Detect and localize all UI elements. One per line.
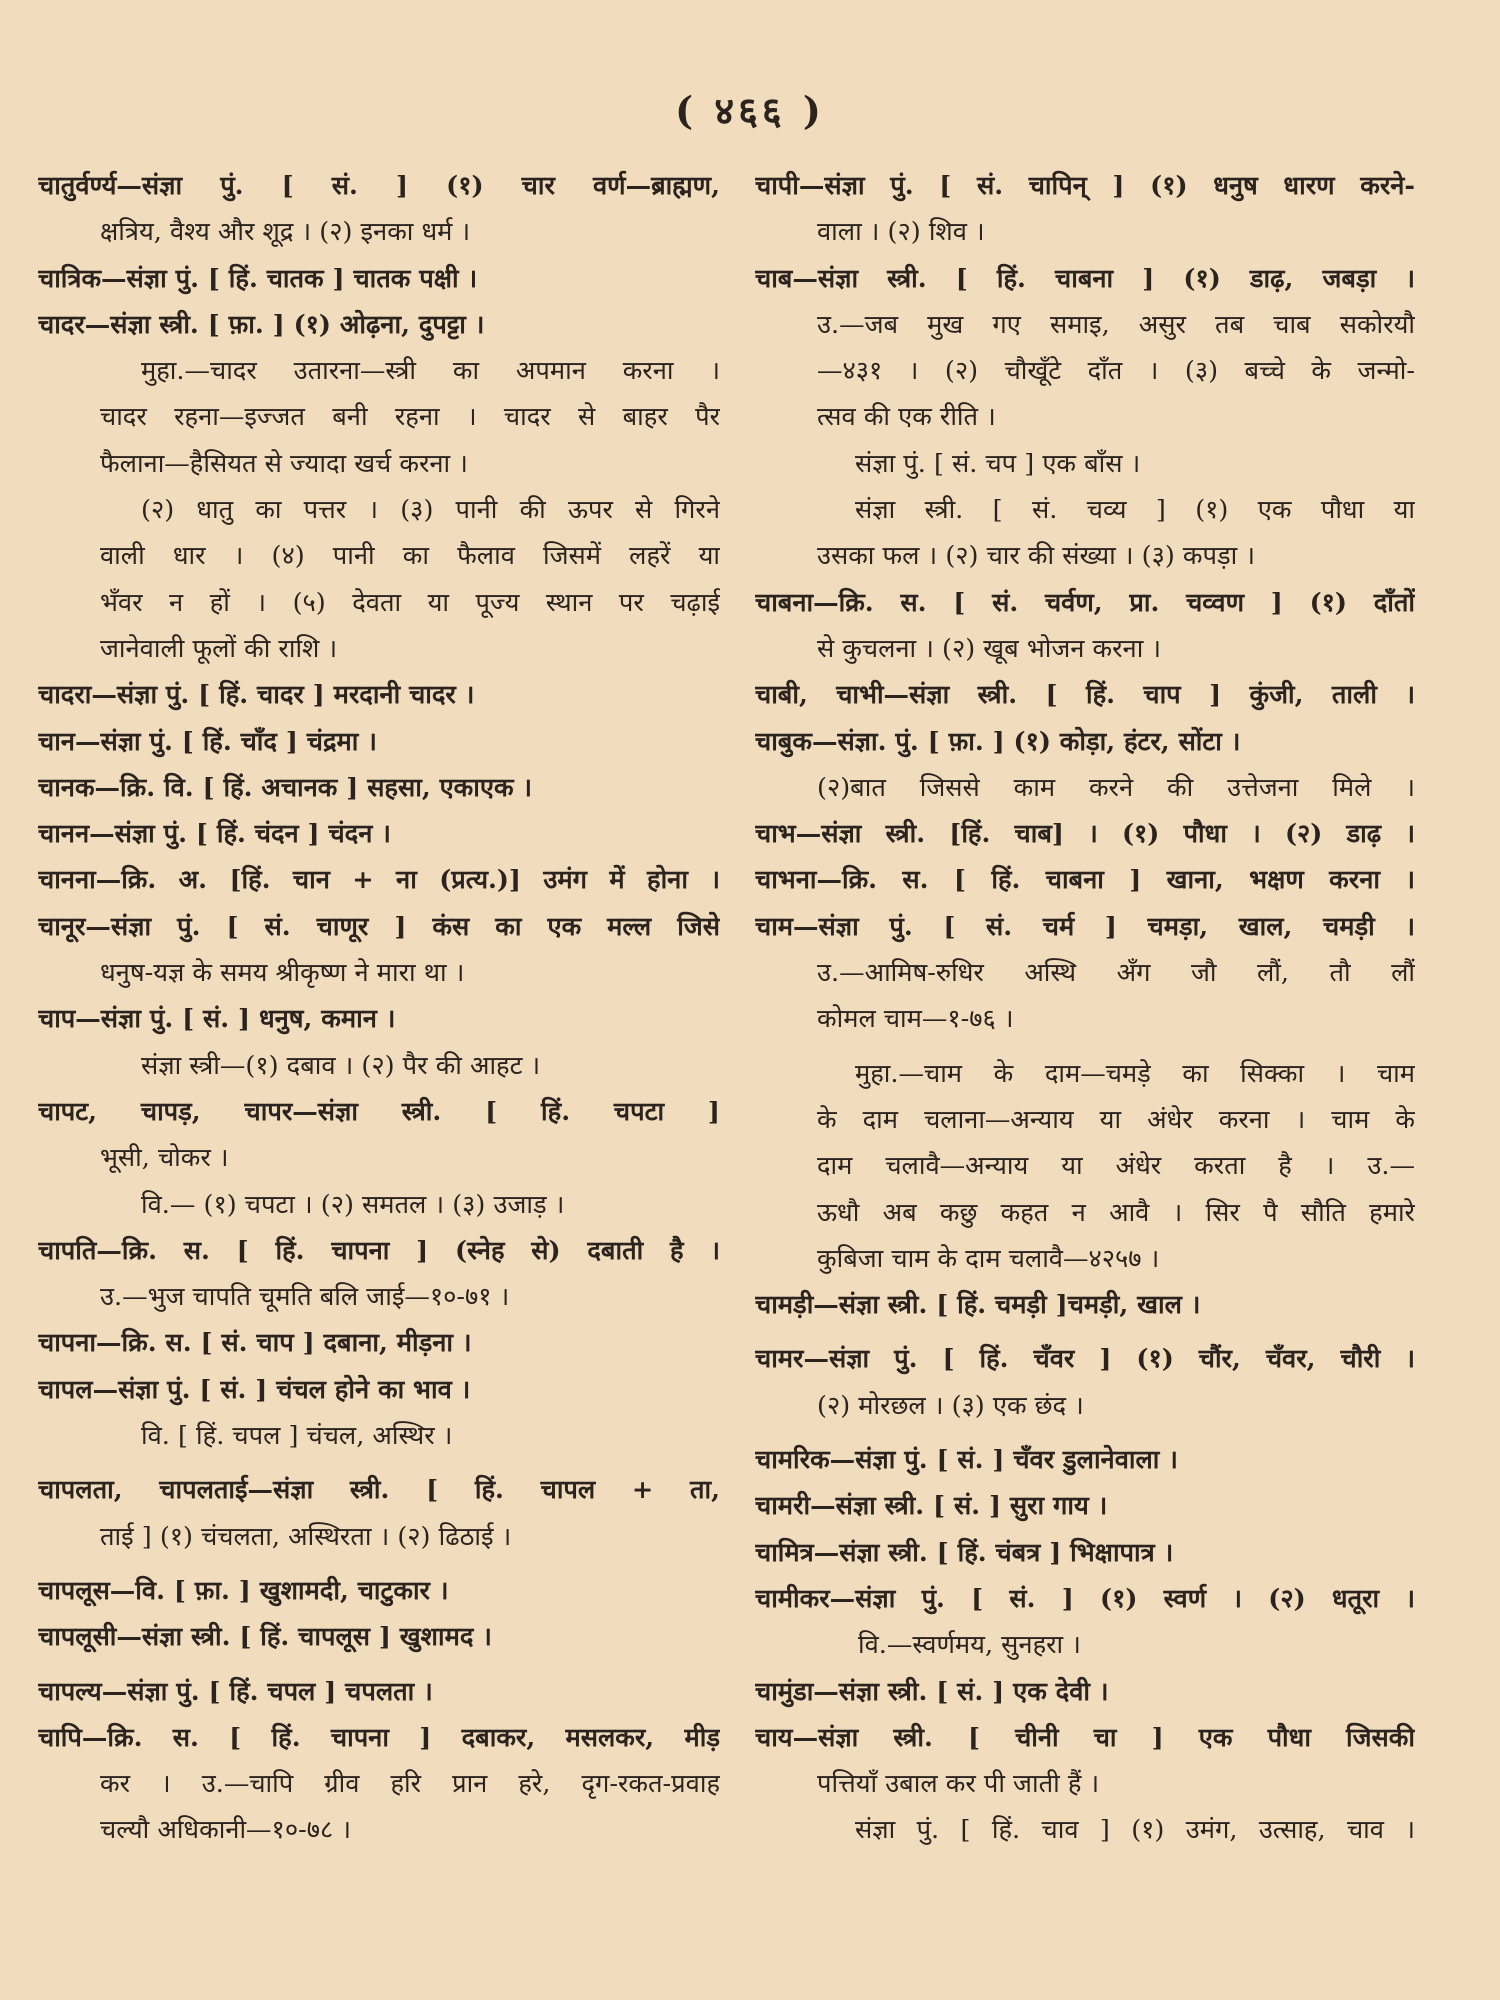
entry-continuation-line: वि.— (१) चपटा । (२) समतल । (३) उजाड़ । bbox=[141, 1189, 565, 1220]
dictionary-entry-line: चापति—क्रि. स. [ हिं. चापना ] (स्नेह से) दबाती है । bbox=[38, 1235, 720, 1266]
dictionary-entry-line: चामर—संज्ञा पुं. [ हिं. चँवर ] (१) चौंर, चँवर, चौरी । bbox=[755, 1344, 1415, 1375]
dictionary-entry-line: चापलता, चापलताई—संज्ञा स्त्री. [ हिं. चापल + ता, bbox=[38, 1475, 720, 1506]
dictionary-entry-line: चात्रिक—संज्ञा पुं. [ हिं. चातक ] चातक पक्षी । bbox=[38, 263, 478, 294]
entry-continuation-line: के दाम चलाना—अन्याय या अंधेर करना । चाम के bbox=[817, 1104, 1415, 1135]
entry-continuation-line: वि. [ हिं. चपल ] चंचल, अस्थिर । bbox=[141, 1421, 453, 1452]
dictionary-entry-line: चामरी—संज्ञा स्त्री. [ सं. ] सुरा गाय । bbox=[755, 1491, 1108, 1522]
entry-continuation-line: मुहा.—चादर उतारना—स्त्री का अपमान करना । bbox=[141, 356, 720, 387]
entry-continuation-line: क्षत्रिय, वैश्य और शूद्र । (२) इनका धर्म । bbox=[100, 217, 471, 248]
dictionary-entry-line: चापल्य—संज्ञा पुं. [ हिं. चपल ] चपलता । bbox=[38, 1676, 433, 1707]
dictionary-entry-line: चापी—संज्ञा पुं. [ सं. चापिन् ] (१) धनुष धारण करने- bbox=[755, 171, 1415, 201]
entry-continuation-line: ताई ] (१) चंचलता, अस्थिरता । (२) ढिठाई । bbox=[100, 1521, 512, 1552]
entry-continuation-line: भूसी, चोकर । bbox=[100, 1143, 229, 1174]
entry-continuation-line: —४३१ । (२) चौखूँटे दाँत । (३) बच्चे के जन्मो- bbox=[817, 356, 1415, 387]
dictionary-entry-line: चादरा—संज्ञा पुं. [ हिं. चादर ] मरदानी चादर । bbox=[38, 680, 475, 711]
entry-continuation-line: त्सव की एक रीति । bbox=[817, 402, 996, 433]
dictionary-entry-line: चाबी, चाभी—संज्ञा स्त्री. [ हिं. चाप ] कुंजी, ताली । bbox=[755, 680, 1415, 711]
dictionary-entry-line: चामुंडा—संज्ञा स्त्री. [ सं. ] एक देवी । bbox=[755, 1676, 1109, 1707]
left-column bbox=[38, 163, 720, 1854]
dictionary-entry-line: चादर—संज्ञा स्त्री. [ फ़ा. ] (१) ओढ़ना, दुपट्टा । bbox=[38, 309, 485, 340]
dictionary-entry-line: चानक—क्रि. वि. [ हिं. अचानक ] सहसा, एकाएक । bbox=[38, 772, 533, 803]
dictionary-entry-line: चामड़ी—संज्ञा स्त्री. [ हिं. चमड़ी ]चमड़ी, खाल । bbox=[755, 1290, 1201, 1321]
right-column bbox=[755, 163, 1415, 1854]
entry-continuation-line: (२) मोरछल । (३) एक छंद । bbox=[817, 1390, 1084, 1421]
entry-continuation-line: संज्ञा स्त्री. [ सं. चव्य ] (१) एक पौधा या bbox=[855, 495, 1415, 526]
dictionary-entry-line: चानन—संज्ञा पुं. [ हिं. चंदन ] चंदन । bbox=[38, 819, 391, 850]
entry-continuation-line: चादर रहना—इज्जत बनी रहना । चादर से बाहर पैर bbox=[100, 402, 720, 433]
entry-continuation-line: जानेवाली फूलों की राशि । bbox=[100, 633, 338, 664]
dictionary-entry-line: चाम—संज्ञा पुं. [ सं. चर्म ] चमड़ा, खाल, चमड़ी । bbox=[755, 911, 1415, 942]
entry-continuation-line: कोमल चाम—१-७६ । bbox=[817, 1004, 1014, 1035]
dictionary-entry-line: चामीकर—संज्ञा पुं. [ सं. ] (१) स्वर्ण । (२) धतूरा । bbox=[755, 1583, 1415, 1614]
dictionary-entry-line: चापल—संज्ञा पुं. [ सं. ] चंचल होने का भाव । bbox=[38, 1374, 471, 1405]
entry-continuation-line: (२) धातु का पत्तर । (३) पानी की ऊपर से गिरने bbox=[141, 495, 720, 526]
entry-continuation-line: कुबिजा चाम के दाम चलावै—४२५७ । bbox=[817, 1243, 1160, 1274]
entry-continuation-line: दाम चलावै—अन्याय या अंधेर करता है । उ.— bbox=[817, 1151, 1415, 1182]
dictionary-entry-line: चापट, चापड़, चापर—संज्ञा स्त्री. [ हिं. चपटा ] bbox=[38, 1096, 720, 1127]
entry-continuation-line: संज्ञा पुं. [ सं. चप ] एक बाँस । bbox=[855, 448, 1141, 479]
dictionary-entry-line: चाभ—संज्ञा स्त्री. [हिं. चाब] । (१) पौधा । (२) डाढ़ । bbox=[755, 819, 1415, 850]
dictionary-entry-line: चानूर—संज्ञा पुं. [ सं. चाणूर ] कंस का एक मल्ल जिसे bbox=[38, 911, 720, 942]
entry-continuation-line: चल्यौ अधिकानी—१०-७८ । bbox=[100, 1815, 351, 1846]
dictionary-entry-line: चापलूसी—संज्ञा स्त्री. [ हिं. चापलूस ] खुशामद । bbox=[38, 1622, 492, 1653]
dictionary-entry-line: चाबुक—संज्ञा. पुं. [ फ़ा. ] (१) कोड़ा, हंटर, सोंटा । bbox=[755, 726, 1241, 757]
entry-continuation-line: (२)बात जिससे काम करने की उत्तेजना मिले । bbox=[817, 772, 1415, 803]
dictionary-entry-line: चामरिक—संज्ञा पुं. [ सं. ] चँवर डुलानेवाला । bbox=[755, 1445, 1178, 1476]
entry-continuation-line: संज्ञा पुं. [ हिं. चाव ] (१) उमंग, उत्साह, चाव । bbox=[855, 1815, 1415, 1846]
entry-continuation-line: धनुष-यज्ञ के समय श्रीकृष्ण ने मारा था । bbox=[100, 958, 465, 989]
entry-continuation-line: वाली धार । (४) पानी का फैलाव जिसमें लहरें या bbox=[100, 541, 720, 572]
entry-continuation-line: कर । उ.—चापि ग्रीव हरि प्रान हरे, दृग-रकत-प्रवाह bbox=[100, 1769, 720, 1800]
dictionary-entry-line: चापना—क्रि. स. [ सं. चाप ] दबाना, मीड़ना । bbox=[38, 1328, 472, 1359]
dictionary-entry-line: चाप—संज्ञा पुं. [ सं. ] धनुष, कमान । bbox=[38, 1004, 396, 1035]
dictionary-entry-line: चापि—क्रि. स. [ हिं. चापना ] दबाकर, मसलकर, मीड़ bbox=[38, 1722, 720, 1753]
dictionary-entry-line: चामित्र—संज्ञा स्त्री. [ हिं. चंबत्र ] भिक्षापात्र । bbox=[755, 1537, 1174, 1568]
dictionary-entry-line: चापलूस—वि. [ फ़ा. ] खुशामदी, चाटुकार । bbox=[38, 1575, 449, 1606]
page-number: ( ४६६ ) bbox=[675, 88, 825, 133]
dictionary-entry-line: चान—संज्ञा पुं. [ हिं. चाँद ] चंद्रमा । bbox=[38, 726, 377, 757]
entry-continuation-line: उसका फल । (२) चार की संख्या । (३) कपड़ा । bbox=[817, 541, 1255, 572]
entry-continuation-line: मुहा.—चाम के दाम—चमड़े का सिक्का । चाम bbox=[855, 1058, 1415, 1089]
entry-continuation-line: उ.—भुज चापति चूमति बलि जाई—१०-७१ । bbox=[100, 1282, 510, 1313]
dictionary-entry-line: चातुर्वर्ण्य—संज्ञा पुं. [ सं. ] (१) चार वर्ण—ब्राह्मण, bbox=[38, 171, 720, 201]
dictionary-entry-line: चाय—संज्ञा स्त्री. [ चीनी चा ] एक पौधा जिसकी bbox=[755, 1722, 1415, 1753]
entry-continuation-line: संज्ञा स्त्री—(१) दबाव । (२) पैर की आहट । bbox=[141, 1050, 541, 1081]
entry-continuation-line: उ.—आमिष-रुधिर अस्थि अँग जौ लौं, तौ लौं bbox=[817, 958, 1415, 989]
dictionary-entry-line: चानना—क्रि. अ. [हिं. चान + ना (प्रत्य.)] उमंग में होना । bbox=[38, 865, 720, 896]
entry-continuation-line: भँवर न हों । (५) देवता या पूज्य स्थान पर चढ़ाई bbox=[100, 587, 720, 618]
entry-continuation-line: वि.—स्वर्णमय, सुनहरा । bbox=[858, 1630, 1081, 1661]
entry-continuation-line: से कुचलना । (२) खूब भोजन करना । bbox=[817, 633, 1162, 664]
dictionary-entry-line: चाबना—क्रि. स. [ सं. चर्वण, प्रा. चव्वण ] (१) दाँतों bbox=[755, 587, 1415, 618]
entry-continuation-line: फैलाना—हैसियत से ज्यादा खर्च करना । bbox=[100, 448, 468, 479]
entry-continuation-line: वाला । (२) शिव । bbox=[817, 217, 985, 248]
entry-continuation-line: ऊधौ अब कछु कहत न आवै । सिर पै सौति हमारे bbox=[817, 1197, 1415, 1228]
dictionary-entry-line: चाब—संज्ञा स्त्री. [ हिं. चाबना ] (१) डाढ़, जबड़ा । bbox=[755, 263, 1415, 294]
dictionary-entry-line: चाभना—क्रि. स. [ हिं. चाबना ] खाना, भक्षण करना । bbox=[755, 865, 1415, 896]
entry-continuation-line: पत्तियाँ उबाल कर पी जाती हैं । bbox=[817, 1769, 1100, 1800]
entry-continuation-line: उ.—जब मुख गए समाइ, असुर तब चाब सकोरयौ bbox=[817, 309, 1415, 340]
